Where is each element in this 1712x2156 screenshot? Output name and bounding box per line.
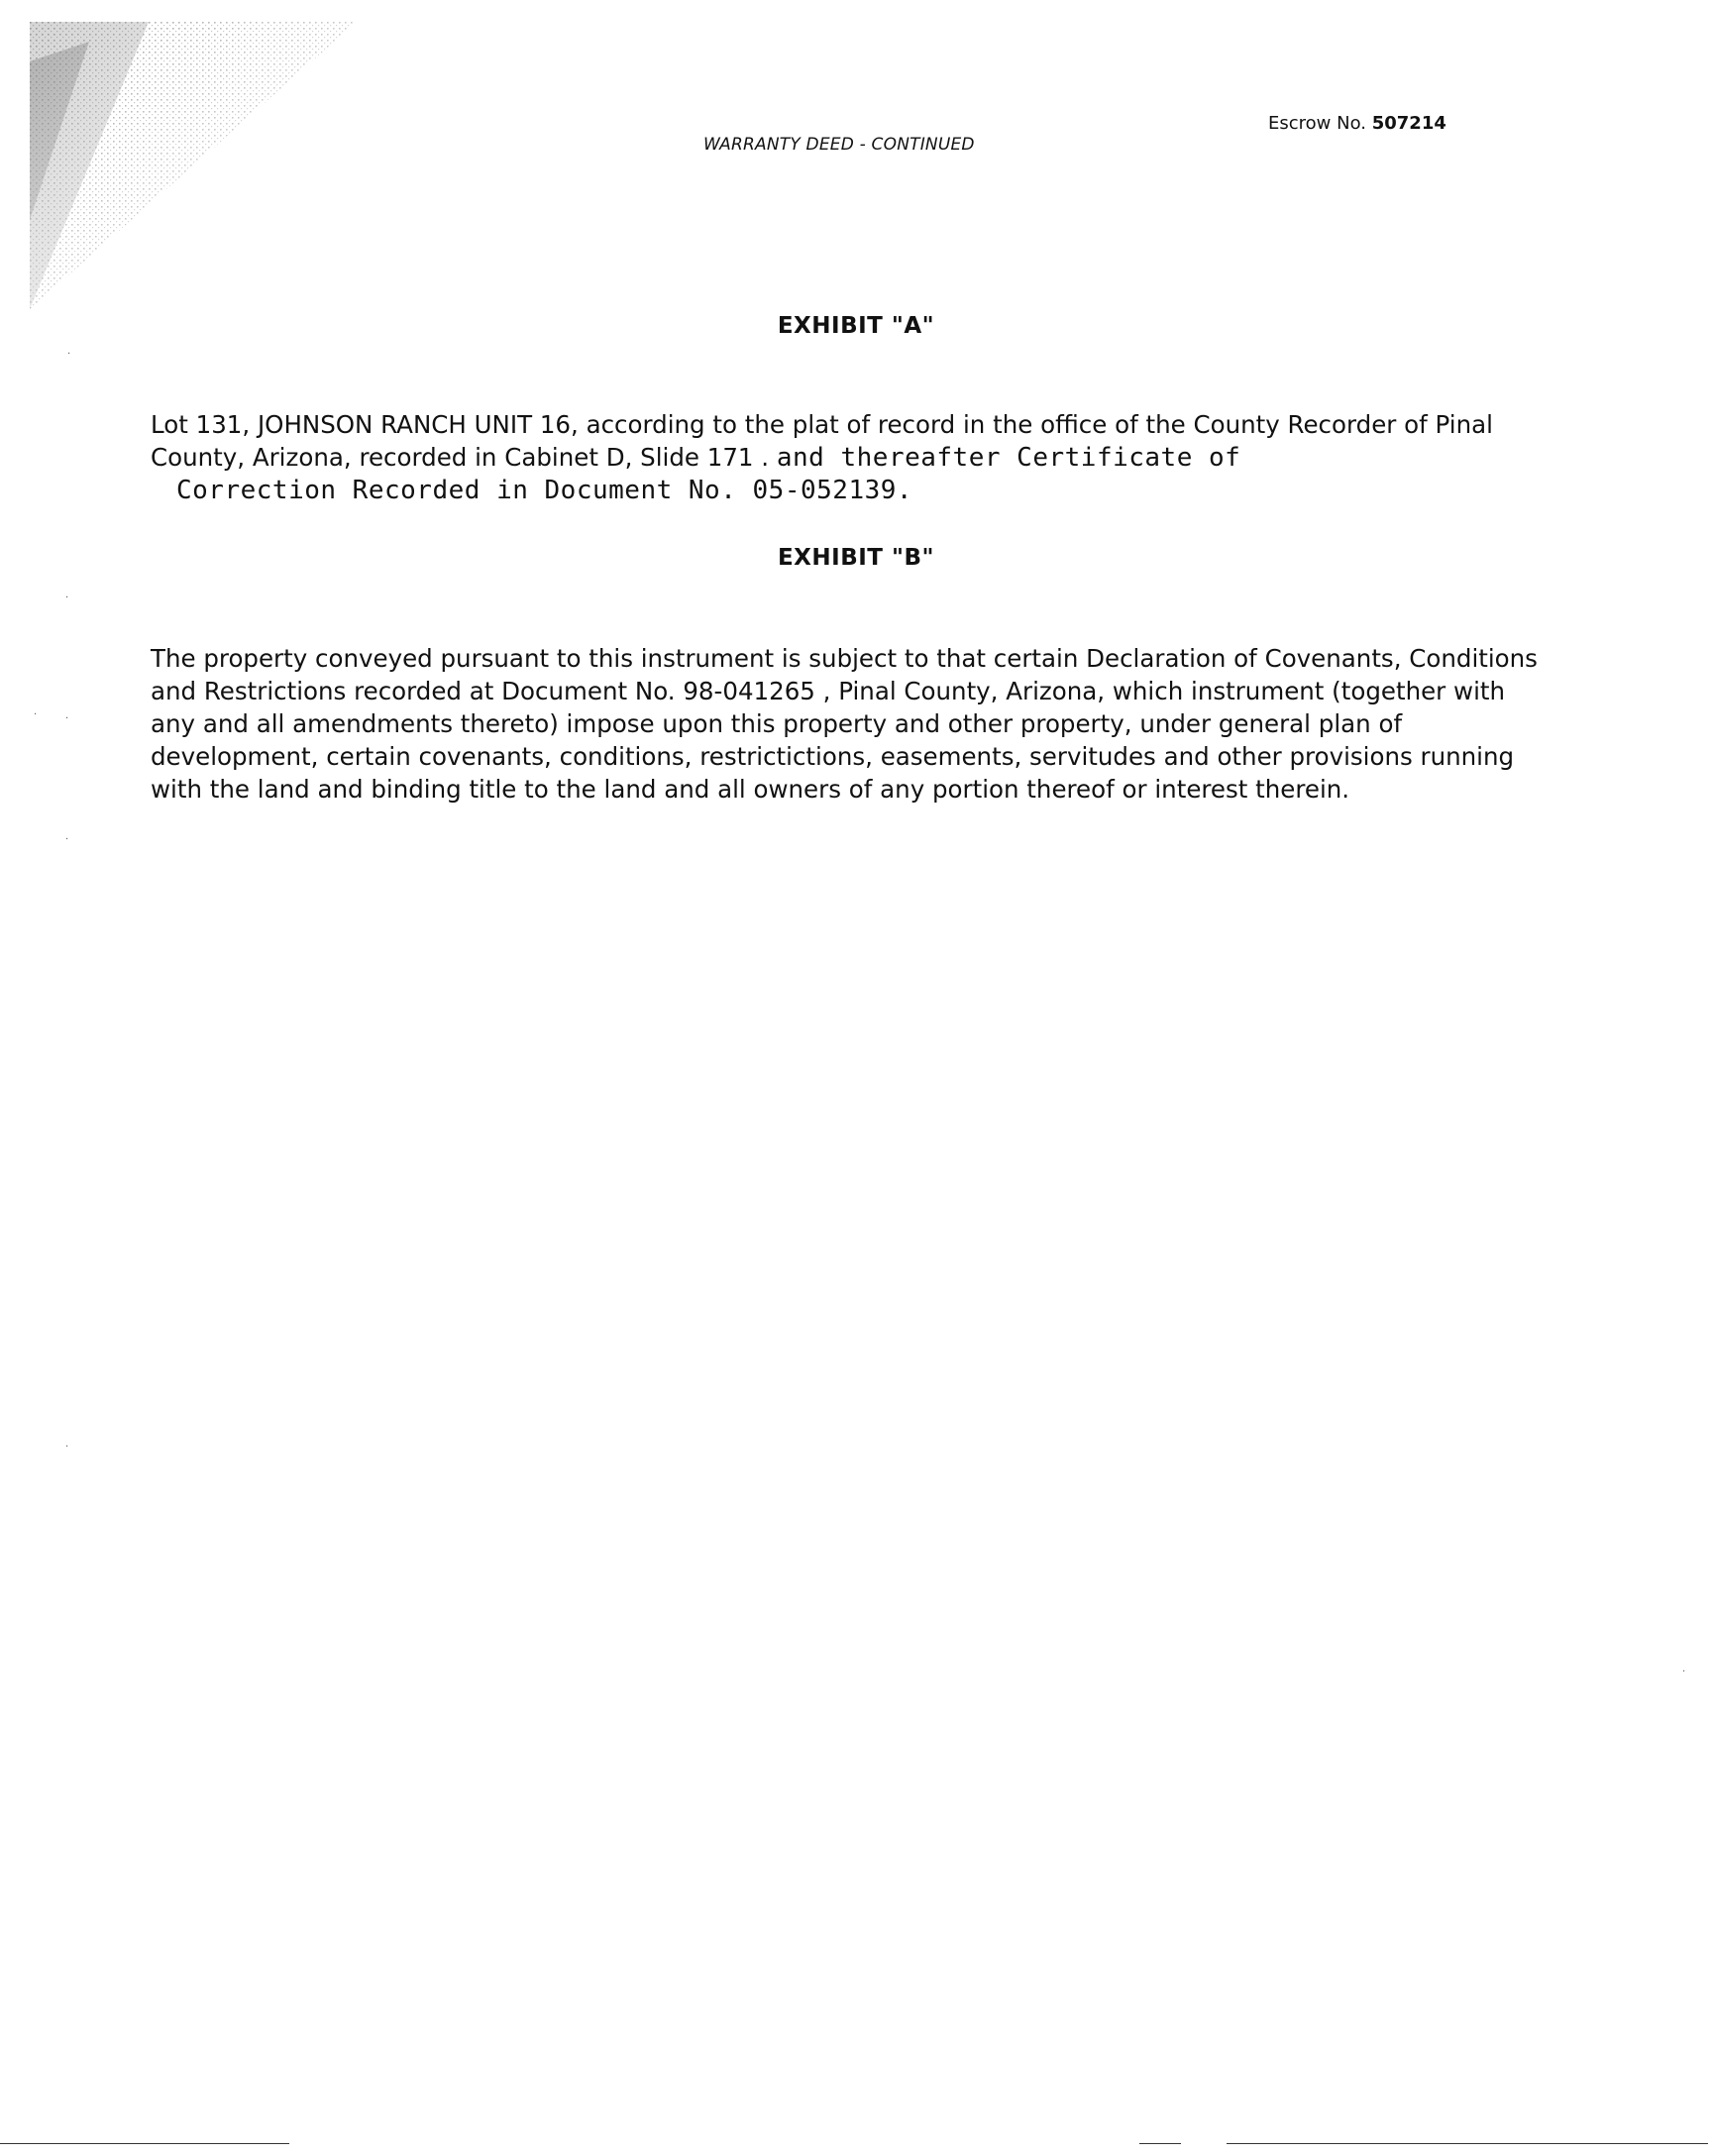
exhibit-b-line: any and all amendments thereto) impose upon this property and other property, under general plan of xyxy=(151,709,1403,738)
scan-edge-line xyxy=(0,2143,289,2144)
escrow-label: Escrow No. xyxy=(1268,113,1366,134)
exhibit-a-legal-description xyxy=(151,408,1557,507)
scan-speck: · xyxy=(1682,1667,1686,1677)
scan-speck: · xyxy=(67,349,71,360)
exhibit-a-line xyxy=(151,441,1557,475)
escrow-number: 507214 xyxy=(1371,113,1446,134)
scan-edge-line xyxy=(1139,2143,1181,2144)
exhibit-b-line: The property conveyed pursuant to this instrument is subject to that certain Declaration of Covenants, Conditions xyxy=(151,644,1538,673)
exhibit-a-line: Lot 131, JOHNSON RANCH UNIT 16, according to the plat of record in the office of the County Recorder of Pinal xyxy=(151,410,1493,439)
exhibit-a-line-text: County, Arizona, recorded in Cabinet D, Slide 171 . xyxy=(151,443,770,472)
exhibit-a-typed-addendum: Correction Recorded in Document No. 05-052139. xyxy=(176,476,913,505)
exhibit-b-heading: EXHIBIT "B" xyxy=(777,545,935,571)
exhibit-b-line: development, certain covenants, conditions, restrictictions, easements, servitudes and other provisions running xyxy=(151,742,1515,771)
exhibit-b-line: and Restrictions recorded at Document No. 98-041265 , Pinal County, Arizona, which instrument (together with xyxy=(151,677,1506,705)
scan-speck: · xyxy=(65,1442,69,1453)
scan-speck: · xyxy=(65,713,69,724)
scan-edge-line xyxy=(1227,2143,1708,2144)
exhibit-b-covenants-paragraph xyxy=(151,642,1567,806)
exhibit-a-heading: EXHIBIT "A" xyxy=(777,313,935,339)
document-header-title: WARRANTY DEED - CONTINUED xyxy=(703,135,975,155)
scan-speck: · xyxy=(65,593,69,603)
escrow-number-block xyxy=(1268,113,1446,134)
scan-corner-speckle xyxy=(30,22,357,309)
exhibit-a-typed-addendum: and thereafter Certificate of xyxy=(776,443,1241,473)
exhibit-b-line: with the land and binding title to the land and all owners of any portion thereof or interest therein. xyxy=(151,775,1350,804)
scan-speck: · xyxy=(34,709,38,720)
scan-speck: · xyxy=(65,834,69,845)
